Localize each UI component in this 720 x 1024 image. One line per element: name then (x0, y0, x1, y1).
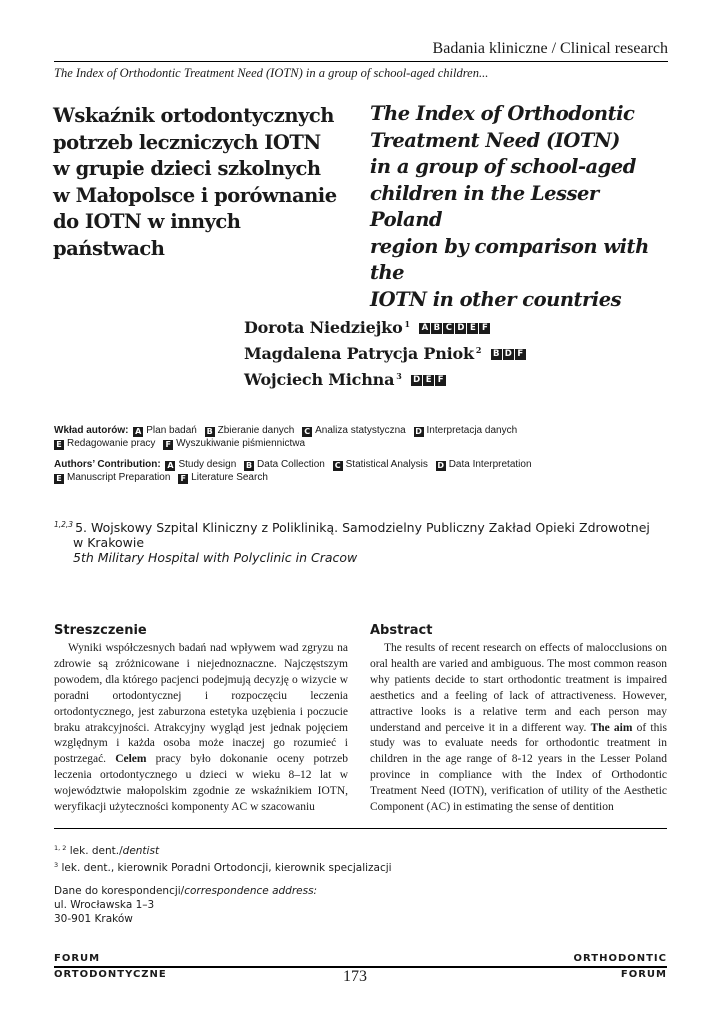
contrib-item-label: Study design (178, 459, 237, 470)
author-affil-sup: 3 (396, 371, 402, 381)
footnote-text: lek. dent./ (69, 845, 123, 857)
title-pl-line: w grupie dzieci szkolnych (53, 157, 321, 180)
contrib-line (54, 438, 654, 451)
correspondence-label-pl: Dane do korespondencji/ (54, 885, 185, 897)
correspondence-label (54, 884, 317, 898)
contrib-heading: Wkład autorów: (54, 425, 129, 436)
streszczenie-heading: Streszczenie (54, 623, 147, 638)
footnote-text: lek. dent., kierownik Poradni Ortodoncji, kierownik specjalizacji (61, 862, 392, 874)
title-en-line: The Index of Orthodontic (370, 102, 635, 125)
correspondence-label-en: correspondence address: (184, 885, 318, 897)
letter-badge: A (135, 427, 142, 436)
letter-badge: E (54, 440, 64, 450)
abstract-heading: Abstract (370, 623, 433, 638)
contribution-key-en (54, 459, 654, 484)
affiliation (54, 517, 674, 565)
footnote-rule (54, 828, 667, 829)
letter-badge: D (437, 461, 444, 470)
contrib-item-label: Plan badań (146, 425, 197, 436)
streszczenie-text-cont: pracy było dokonanie oceny potrzeb leczenia ortodontycznego u dzieci w wieku 8–12 lat w województwie małopolskim zgodnie ze wskaźnikiem IOTN, weryfikacji użyteczności komponenty AC w szacowaniu (54, 753, 348, 814)
footer-right-top: ORTHODONTIC (573, 953, 667, 964)
header-rule (54, 61, 668, 62)
correspondence-address (54, 884, 317, 926)
author-name: Dorota Niedziejko (244, 318, 403, 337)
title-en-line: region by comparison with the (370, 234, 649, 284)
author-name: Magdalena Patrycja Pniok (244, 344, 474, 363)
abstract-text-cont: of this study was to evaluate needs for orthodontic treatment in children in the age range of 8-12 years in the Lesser Poland province in compliance with the Index of Orthodontic Treatment Need (IOTN), verification of utility of the Aesthetic Component (AC) in estimating the sense of dentition (370, 721, 667, 814)
section-label: Badania kliniczne / Clinical research (432, 40, 668, 57)
contrib-line (54, 425, 654, 438)
affiliation-pl (54, 517, 674, 535)
correspondence-street: ul. Wrocławska 1–3 (54, 899, 155, 911)
title-pl-line: w Małopolsce i porównanie (53, 183, 337, 207)
contrib-line (54, 459, 654, 472)
streszczenie-text: Wyniki współczesnych badań nad wpływem wad zgryzu na zdrowie są zróżnicowane i niejednoznaczne. Najczęstszym powodem, dla którego pacjenci podejmują decyzję o wizycie w poradni ortodontycznej i rozpoczęciu leczenia ortodontycznego, jest zaburzona estetyka uzębienia i poczucie braku atrakcyjności. Atrakcyjny wygląd jest jednak pojęciem względnym i każda osoba może inaczej go rozumieć i postrzegać. (54, 642, 348, 766)
affiliation-pl-line1: 5. Wojskowy Szpital Kliniczny z Polikliniką. Samodzielny Publiczny Zakład Opieki Zdrowotnej (75, 520, 650, 535)
letter-badge: B (206, 427, 213, 436)
streszczenie-body (54, 641, 348, 816)
contribution-key-pl (54, 425, 654, 450)
author-3 (244, 365, 527, 391)
letter-badge: D (411, 375, 422, 386)
contrib-item-label: Interpretacja danych (426, 425, 518, 436)
title-pl-line: do IOTN w innych państwach (53, 210, 241, 260)
affiliation-pl-line2: w Krakowie (73, 535, 145, 550)
letter-badge: F (515, 349, 526, 360)
letter-badge: C (302, 427, 312, 437)
footnotes (54, 841, 392, 875)
contrib-item-label: Zbieranie danych (217, 425, 295, 436)
title-en-line: children in the Lesser Poland (370, 181, 599, 231)
letter-badge: D (415, 427, 422, 436)
abstract-body (370, 641, 667, 816)
abstract-bold: The aim (590, 721, 633, 734)
title-en-line: Treatment Need (IOTN) (370, 128, 620, 152)
letter-badge: D (455, 323, 466, 334)
footnote-2 (54, 858, 392, 875)
streszczenie-bold: Celem (115, 753, 147, 766)
title-en-line: in a group of school-aged (370, 155, 636, 178)
affiliation-en: 5th Military Hospital with Polyclinic in Cracow (73, 550, 358, 565)
contrib-heading: Authors’ Contribution: (54, 459, 161, 470)
letter-badge: F (479, 323, 490, 334)
contribution-letters (491, 340, 527, 362)
contrib-item-label: Wyszukiwanie piśmiennictwa (176, 437, 306, 449)
letter-badge: E (54, 474, 64, 484)
footer-right-bottom: FORUM (620, 969, 667, 980)
letter-badge: B (245, 461, 253, 470)
author-affil-sup: 2 (475, 345, 482, 355)
contrib-item-label: Statistical Analysis (345, 459, 428, 470)
title-pl-line: Wskaźnik ortodontycznych (53, 104, 334, 127)
letter-badge: F (178, 474, 188, 484)
contrib-item-label: Data Interpretation (448, 459, 532, 470)
contrib-line (54, 472, 654, 485)
letter-badge: F (163, 440, 173, 450)
affiliation-sup: 1,2,3 (54, 520, 74, 529)
letter-badge: B (431, 323, 442, 334)
footnote-sup: 1, 2 (54, 844, 67, 852)
contrib-item-label: Literature Search (191, 471, 268, 483)
footer-left-top: FORUM (54, 953, 101, 964)
author-list (244, 313, 527, 391)
author-affil-sup: 1 (404, 319, 410, 329)
letter-badge: E (467, 323, 478, 334)
footnote-text-italic: dentist (122, 845, 160, 857)
contrib-item-label: Data Collection (257, 459, 325, 470)
author-2 (244, 339, 527, 365)
author-name: Wojciech Michna (244, 370, 395, 389)
title-en-line: IOTN in other countries (370, 287, 622, 311)
footnote-1 (54, 841, 392, 858)
running-title: The Index of Orthodontic Treatment Need (IOTN) in a group of school-aged children... (54, 66, 489, 80)
contrib-item-label: Redagowanie pracy (67, 437, 156, 449)
letter-badge: F (435, 375, 446, 386)
footer-left-bottom: ORTODONTYCZNE (54, 969, 167, 980)
letter-badge: A (167, 461, 174, 470)
letter-badge: E (423, 375, 434, 386)
footnote-sup: 3 (54, 861, 59, 869)
letter-badge: D (503, 349, 514, 360)
letter-badge: C (333, 461, 343, 471)
title-pl-line: potrzeb leczniczych IOTN (53, 130, 321, 154)
contrib-item-label: Manuscript Preparation (67, 471, 171, 483)
contribution-letters (411, 366, 447, 388)
contribution-letters (419, 314, 491, 336)
abstract-text: The results of recent research on effects of malocclusions on oral health are varied and ambiguous. The most common reason why patients decide to start orthodontic treatment is impaired aesthetics and a feeling of lack of attractiveness. However, attractive looks is a relative term and each person may understand and perceive it in a different way. (370, 642, 667, 734)
page-number: 173 (343, 968, 367, 985)
letter-badge: B (491, 349, 502, 360)
contrib-item-label: Analiza statystyczna (315, 425, 406, 436)
letter-badge: A (419, 323, 430, 334)
title-english (370, 101, 670, 313)
footer-journal-pl (54, 952, 100, 965)
letter-badge: C (443, 323, 454, 334)
author-1 (244, 313, 527, 339)
title-polish (53, 103, 353, 262)
correspondence-city: 30-901 Kraków (54, 913, 133, 925)
